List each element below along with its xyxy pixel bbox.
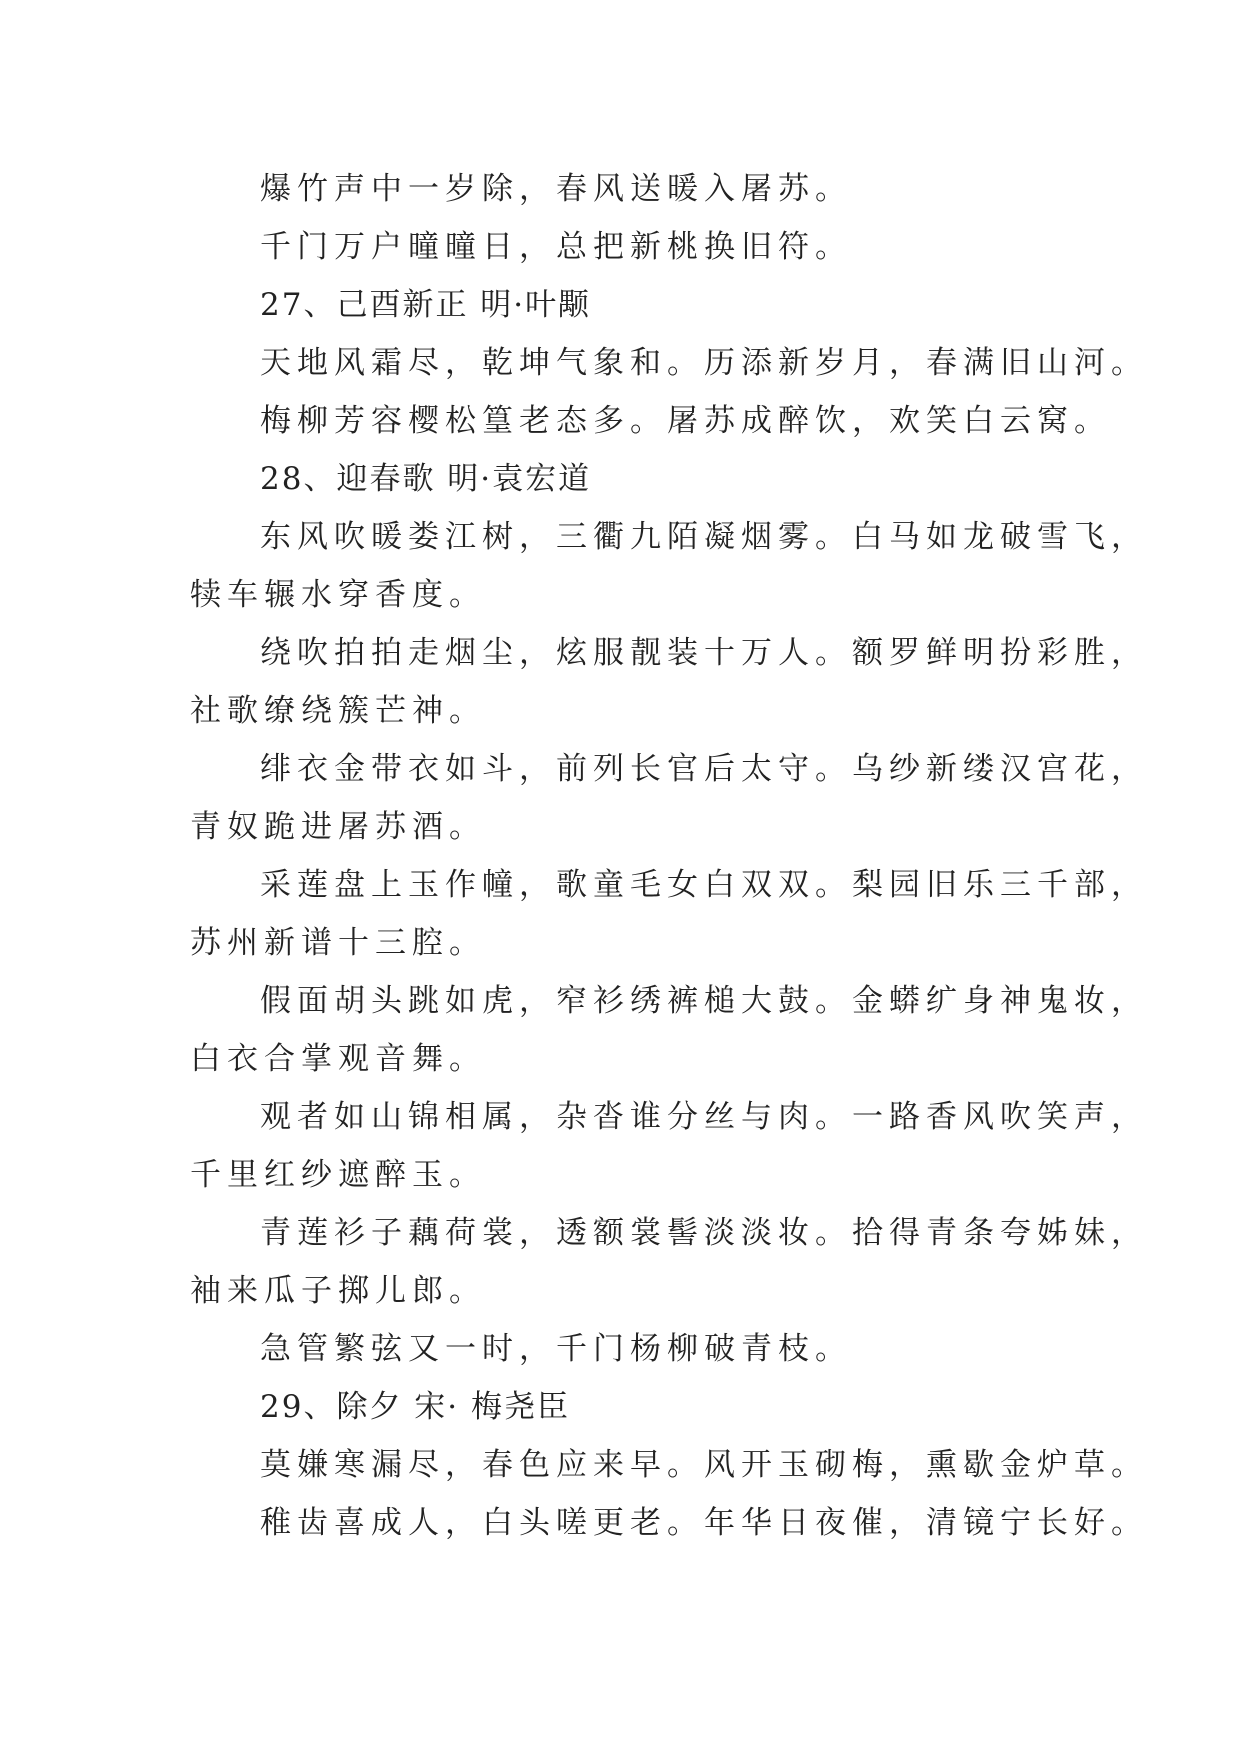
poem-line: 青莲衫子藕荷裳，透额裳髻淡淡妆。拾得青条夸姊妹， bbox=[260, 1215, 1148, 1251]
poem-line: 天地风霜尽，乾坤气象和。历添新岁月，春满旧山河。 bbox=[260, 345, 1148, 381]
poem-heading: 27、己酉新正 明·叶颙 bbox=[260, 287, 592, 323]
poem-line-continuation: 青奴跪进屠苏酒。 bbox=[190, 809, 486, 845]
poem-line: 假面胡头跳如虎，窄衫绣裤槌大鼓。金蟒纩身神鬼妆， bbox=[260, 983, 1148, 1019]
poem-line-continuation: 袖来瓜子掷儿郎。 bbox=[190, 1273, 486, 1309]
poem-line-continuation: 白衣合掌观音舞。 bbox=[190, 1041, 486, 1077]
poem-line: 绯衣金带衣如斗，前列长官后太守。乌纱新缕汉宫花， bbox=[260, 751, 1148, 787]
poem-line: 急管繁弦又一时，千门杨柳破青枝。 bbox=[260, 1331, 852, 1367]
poem-text-block bbox=[190, 160, 1148, 1552]
poem-line: 观者如山锦相属，杂沓谁分丝与肉。一路香风吹笑声， bbox=[260, 1099, 1148, 1135]
poem-line: 稚齿喜成人，白头嗟更老。年华日夜催，清镜宁长好。 bbox=[260, 1505, 1148, 1541]
poem-line: 绕吹拍拍走烟尘，炫服靓装十万人。额罗鲜明扮彩胜， bbox=[260, 635, 1148, 671]
poem-line: 爆竹声中一岁除，春风送暖入屠苏。 bbox=[260, 171, 852, 207]
poem-line: 莫嫌寒漏尽，春色应来早。风开玉砌梅，熏歇金炉草。 bbox=[260, 1447, 1148, 1483]
poem-heading: 29、除夕 宋· 梅尧臣 bbox=[260, 1389, 571, 1425]
poem-line-continuation: 千里红纱遮醉玉。 bbox=[190, 1157, 486, 1193]
poem-heading: 28、迎春歌 明·袁宏道 bbox=[260, 461, 592, 497]
poem-line: 东风吹暖娄江树，三衢九陌凝烟雾。白马如龙破雪飞， bbox=[260, 519, 1148, 555]
poem-line-continuation: 社歌缭绕簇芒神。 bbox=[190, 693, 486, 729]
poem-line-continuation: 苏州新谱十三腔。 bbox=[190, 925, 486, 961]
poem-line: 梅柳芳容樱松篁老态多。屠苏成醉饮，欢笑白云窝。 bbox=[260, 403, 1111, 439]
poem-line-continuation: 犊车辗水穿香度。 bbox=[190, 577, 486, 613]
poem-line: 千门万户曈曈日，总把新桃换旧符。 bbox=[260, 229, 852, 265]
poem-line: 采莲盘上玉作幢，歌童毛女白双双。梨园旧乐三千部， bbox=[260, 867, 1148, 903]
